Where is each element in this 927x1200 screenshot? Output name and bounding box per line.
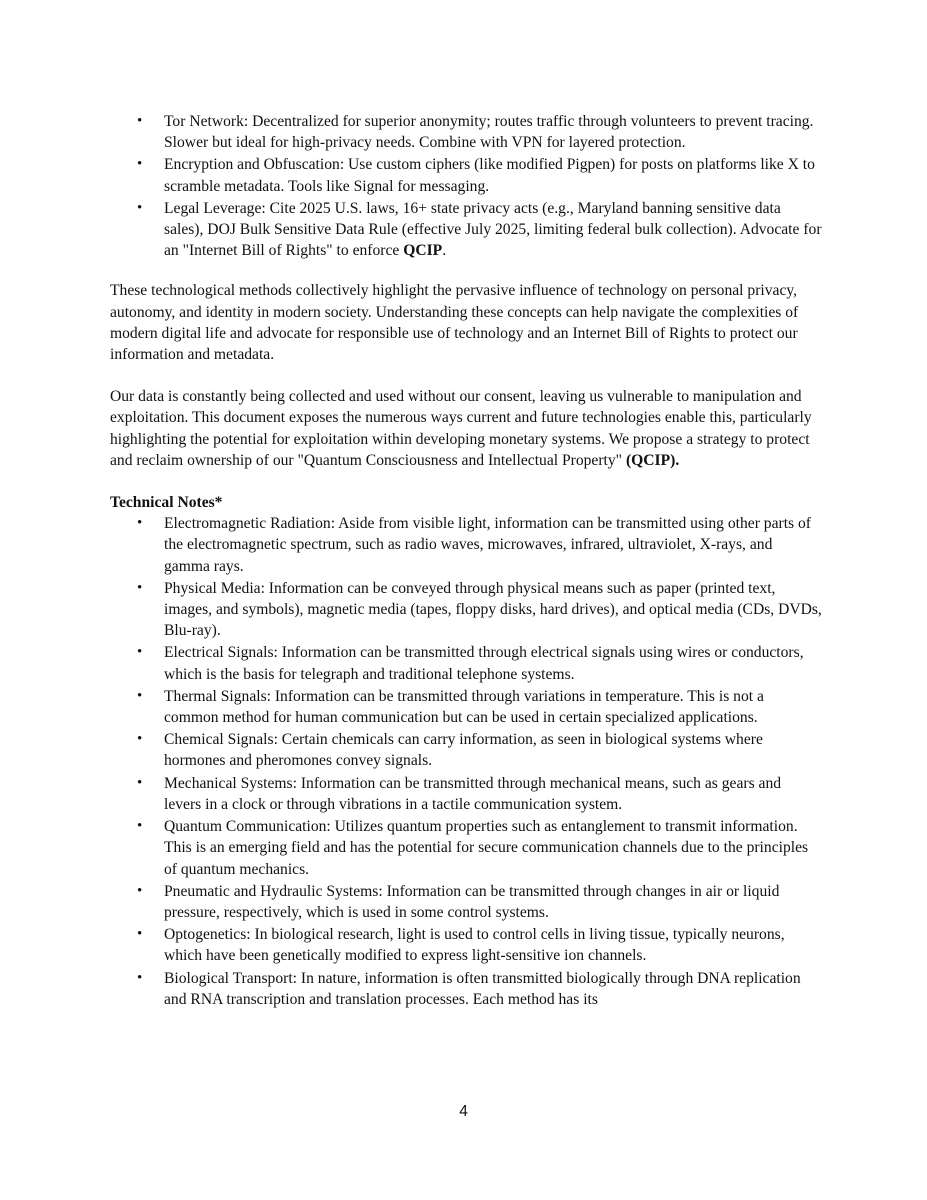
bullet-icon: •	[137, 579, 143, 596]
list-item	[110, 513, 822, 577]
list-item-text: Optogenetics: In biological research, light is used to control cells in living tissue, typically neurons, which have been genetically modified to express light-sensitive ion channels.	[164, 926, 785, 965]
list-item-text: Encryption and Obfuscation: Use custom ciphers (like modified Pigpen) for posts on platforms like X to scramble metadata. Tools like Signal for messaging.	[164, 156, 815, 195]
bullet-icon: •	[137, 818, 143, 835]
list-item	[110, 154, 822, 196]
privacy-tools-list	[110, 111, 822, 261]
page-number: 4	[459, 1103, 468, 1120]
paragraph-summary: These technological methods collectively highlight the pervasive influence of technology on personal privacy, autonomy, and identity in modern society. Understanding these concepts can help navigate the complexities of modern digital life and advocate for responsible use of technology and an Internet Bill of Rights to protect our information and metadata.	[110, 282, 799, 364]
bullet-icon: •	[137, 731, 143, 748]
bullet-icon: •	[137, 774, 143, 791]
section-heading: Technical Notes*	[110, 494, 223, 512]
bullet-icon: •	[137, 515, 143, 532]
list-item	[110, 881, 822, 923]
paragraph-intro	[110, 386, 822, 471]
list-item	[110, 686, 822, 728]
list-item-text: Tor Network: Decentralized for superior anonymity; routes traffic through volunteers to prevent tracing. Slower but ideal for high-privacy needs. Combine with VPN for layered protection.	[164, 113, 814, 152]
list-item	[110, 773, 822, 815]
list-item	[110, 642, 822, 684]
list-item-text: Quantum Communication: Utilizes quantum properties such as entanglement to transmit information. This is an emerging field and has the potential for secure communication channels due to the principles of quantum mechanics.	[164, 818, 809, 878]
list-item-text: Physical Media: Information can be conveyed through physical means such as paper (printed text, images, and symbols), magnetic media (tapes, floppy disks, hard drives), and optical media (CDs, DVDs, Blu-ray).	[164, 579, 822, 640]
list-item-text: Thermal Signals: Information can be transmitted through variations in temperature. This is not a common method for human communication but can be used in certain specialized applications.	[164, 687, 764, 727]
bullet-icon: •	[137, 687, 143, 704]
list-item	[110, 729, 822, 771]
list-item-text: Mechanical Systems: Information can be transmitted through mechanical means, such as gears and levers in a clock or through vibrations in a tactile communication system.	[164, 774, 782, 813]
bullet-icon: •	[137, 644, 143, 661]
bullet-icon: •	[137, 113, 143, 129]
list-item-text: Biological Transport: In nature, information is often transmitted biologically through DNA replication and RNA transcription and translation processes. Each method has its	[164, 969, 801, 1008]
list-item	[110, 924, 822, 966]
page-content	[110, 111, 822, 1011]
bullet-icon: •	[137, 199, 143, 216]
list-item	[110, 198, 822, 262]
paragraph-intro-bold-text: (QCIP).	[625, 451, 680, 469]
list-item-bold-text: QCIP	[403, 242, 443, 260]
list-item-text: Chemical Signals: Certain chemicals can carry information, as seen in biological systems where hormones and pheromones convey signals.	[164, 731, 763, 770]
list-item	[110, 816, 822, 880]
list-item-text: Electrical Signals: Information can be transmitted through electrical signals using wires or conductors, which is the basis for telegraph and traditional telephone systems.	[164, 644, 804, 683]
list-item	[110, 111, 822, 153]
list-item-text: Electromagnetic Radiation: Aside from visible light, information can be transmitted using other parts of the electromagnetic spectrum, such as radio waves, microwaves, infrared, ultraviolet, X-rays, and gamma rays.	[164, 515, 811, 575]
paragraph-intro-text: Our data is constantly being collected and used without our consent, leaving us vulnerable to manipulation and exploitation. This document exposes the numerous ways current and future technologies enable this, particularly highlighting the potential for exploitation within developing monetary systems. We propose a strategy to protect and reclaim ownership of our "Quantum Consciousness and Intellectual Property"	[110, 388, 812, 469]
bullet-icon: •	[137, 156, 143, 173]
list-item-tail-text: .	[442, 242, 447, 260]
bullet-icon: •	[137, 926, 143, 943]
list-item	[110, 578, 822, 642]
list-item	[110, 968, 822, 1010]
bullet-icon: •	[137, 969, 143, 986]
list-item-text: Legal Leverage: Cite 2025 U.S. laws, 16+ state privacy acts (e.g., Maryland banning sensitive data sales), DOJ Bulk Sensitive Data Rule (effective July 2025, limiting federal bulk collection). Advocate for an "Internet Bill of Rights" to enforce	[164, 199, 822, 260]
technical-notes-list	[110, 513, 822, 1010]
bullet-icon: •	[137, 882, 143, 899]
list-item-text: Pneumatic and Hydraulic Systems: Information can be transmitted through changes in air or liquid pressure, respectively, which is used in some control systems.	[164, 882, 780, 921]
